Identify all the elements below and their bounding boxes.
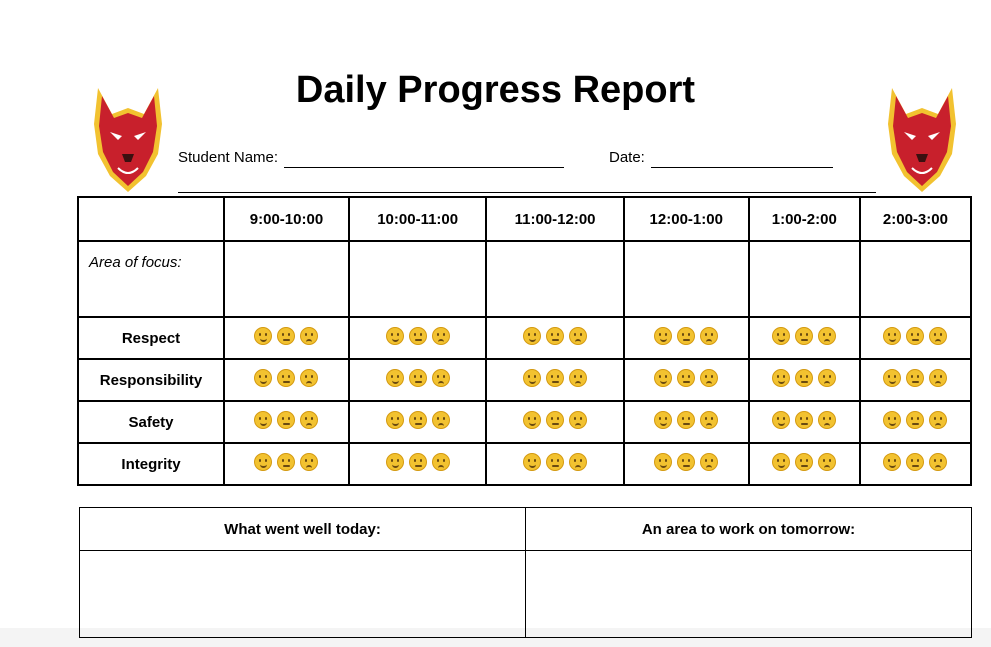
reflection-body-row bbox=[80, 551, 972, 638]
rating-cell bbox=[860, 443, 971, 485]
time-slot-header: 9:00-10:00 bbox=[224, 197, 349, 241]
frowning-face-icon[interactable] bbox=[929, 327, 947, 345]
behavior-row bbox=[78, 359, 971, 401]
smiling-face-icon[interactable] bbox=[883, 453, 901, 471]
rating-faces bbox=[386, 369, 450, 387]
frowning-face-icon[interactable] bbox=[300, 453, 318, 471]
rating-cell bbox=[224, 443, 349, 485]
rating-faces bbox=[386, 411, 450, 429]
rating-cell bbox=[224, 359, 349, 401]
rating-cell bbox=[749, 443, 860, 485]
smiling-face-icon[interactable] bbox=[254, 327, 272, 345]
neutral-face-icon[interactable] bbox=[906, 327, 924, 345]
rating-faces bbox=[254, 327, 318, 345]
rating-faces bbox=[386, 453, 450, 471]
smiling-face-icon[interactable] bbox=[254, 453, 272, 471]
smiling-face-icon[interactable] bbox=[523, 327, 541, 345]
time-slot-header: 10:00-11:00 bbox=[349, 197, 486, 241]
frowning-face-icon[interactable] bbox=[300, 411, 318, 429]
frowning-face-icon[interactable] bbox=[929, 453, 947, 471]
frowning-face-icon[interactable] bbox=[818, 327, 836, 345]
rating-faces bbox=[654, 453, 718, 471]
reflection-header-row bbox=[80, 508, 972, 551]
neutral-face-icon[interactable] bbox=[409, 369, 427, 387]
rating-faces bbox=[654, 369, 718, 387]
student-name-input[interactable] bbox=[284, 151, 564, 168]
smiling-face-icon[interactable] bbox=[772, 453, 790, 471]
date-input[interactable] bbox=[651, 151, 833, 168]
frowning-face-icon[interactable] bbox=[569, 369, 587, 387]
neutral-face-icon[interactable] bbox=[409, 453, 427, 471]
neutral-face-icon[interactable] bbox=[677, 453, 695, 471]
rating-cell bbox=[349, 359, 486, 401]
rating-faces bbox=[883, 411, 947, 429]
rating-faces bbox=[772, 453, 836, 471]
area-of-focus-cell[interactable] bbox=[860, 241, 971, 317]
frowning-face-icon[interactable] bbox=[432, 369, 450, 387]
area-of-focus-cell[interactable] bbox=[224, 241, 349, 317]
smiling-face-icon[interactable] bbox=[254, 369, 272, 387]
time-slot-header: 11:00-12:00 bbox=[486, 197, 623, 241]
behavior-row bbox=[78, 401, 971, 443]
rating-faces bbox=[254, 453, 318, 471]
rating-cell bbox=[749, 401, 860, 443]
rating-faces bbox=[654, 411, 718, 429]
frowning-face-icon[interactable] bbox=[700, 453, 718, 471]
neutral-face-icon[interactable] bbox=[409, 327, 427, 345]
rating-cell bbox=[624, 401, 749, 443]
frowning-face-icon[interactable] bbox=[569, 453, 587, 471]
neutral-face-icon[interactable] bbox=[677, 369, 695, 387]
behavior-row bbox=[78, 317, 971, 359]
rating-faces bbox=[772, 369, 836, 387]
area-of-focus-cell[interactable] bbox=[624, 241, 749, 317]
frowning-face-icon[interactable] bbox=[432, 453, 450, 471]
neutral-face-icon[interactable] bbox=[795, 411, 813, 429]
frowning-face-icon[interactable] bbox=[569, 327, 587, 345]
time-slot-header: 2:00-3:00 bbox=[860, 197, 971, 241]
smiling-face-icon[interactable] bbox=[883, 369, 901, 387]
header-divider bbox=[178, 192, 876, 193]
frowning-face-icon[interactable] bbox=[700, 369, 718, 387]
neutral-face-icon[interactable] bbox=[546, 327, 564, 345]
frowning-face-icon[interactable] bbox=[818, 453, 836, 471]
went-well-box[interactable] bbox=[80, 551, 526, 638]
frowning-face-icon[interactable] bbox=[929, 369, 947, 387]
neutral-face-icon[interactable] bbox=[546, 369, 564, 387]
area-of-focus-cell[interactable] bbox=[349, 241, 486, 317]
neutral-face-icon[interactable] bbox=[277, 411, 295, 429]
went-well-header: What went well today: bbox=[80, 508, 526, 551]
behavior-label: Integrity bbox=[78, 443, 224, 485]
smiling-face-icon[interactable] bbox=[523, 453, 541, 471]
smiling-face-icon[interactable] bbox=[386, 411, 404, 429]
neutral-face-icon[interactable] bbox=[906, 369, 924, 387]
neutral-face-icon[interactable] bbox=[277, 327, 295, 345]
date-field bbox=[609, 148, 833, 168]
neutral-face-icon[interactable] bbox=[795, 369, 813, 387]
rating-faces bbox=[523, 411, 587, 429]
neutral-face-icon[interactable] bbox=[409, 411, 427, 429]
wolf-mascot-icon bbox=[882, 84, 962, 196]
work-on-header: An area to work on tomorrow: bbox=[526, 508, 972, 551]
neutral-face-icon[interactable] bbox=[795, 327, 813, 345]
smiling-face-icon[interactable] bbox=[772, 327, 790, 345]
smiling-face-icon[interactable] bbox=[386, 327, 404, 345]
neutral-face-icon[interactable] bbox=[277, 453, 295, 471]
smiling-face-icon[interactable] bbox=[386, 453, 404, 471]
frowning-face-icon[interactable] bbox=[432, 411, 450, 429]
rating-faces bbox=[772, 327, 836, 345]
area-of-focus-row bbox=[78, 241, 971, 317]
rating-faces bbox=[254, 411, 318, 429]
frowning-face-icon[interactable] bbox=[300, 327, 318, 345]
rating-faces bbox=[772, 411, 836, 429]
time-header-row bbox=[78, 197, 971, 241]
date-label: Date: bbox=[609, 149, 645, 166]
frowning-face-icon[interactable] bbox=[818, 369, 836, 387]
rating-cell bbox=[349, 317, 486, 359]
smiling-face-icon[interactable] bbox=[523, 411, 541, 429]
rating-cell bbox=[349, 443, 486, 485]
smiling-face-icon[interactable] bbox=[386, 369, 404, 387]
smiling-face-icon[interactable] bbox=[254, 411, 272, 429]
behavior-label: Safety bbox=[78, 401, 224, 443]
frowning-face-icon[interactable] bbox=[700, 327, 718, 345]
page-title: Daily Progress Report bbox=[295, 69, 696, 111]
rating-faces bbox=[386, 327, 450, 345]
rating-cell bbox=[224, 317, 349, 359]
rating-cell bbox=[860, 401, 971, 443]
area-of-focus-cell[interactable] bbox=[749, 241, 860, 317]
work-on-box[interactable] bbox=[526, 551, 972, 638]
smiling-face-icon[interactable] bbox=[654, 453, 672, 471]
neutral-face-icon[interactable] bbox=[677, 327, 695, 345]
rating-cell bbox=[486, 443, 623, 485]
frowning-face-icon[interactable] bbox=[300, 369, 318, 387]
neutral-face-icon[interactable] bbox=[546, 453, 564, 471]
smiling-face-icon[interactable] bbox=[883, 411, 901, 429]
frowning-face-icon[interactable] bbox=[569, 411, 587, 429]
frowning-face-icon[interactable] bbox=[700, 411, 718, 429]
neutral-face-icon[interactable] bbox=[677, 411, 695, 429]
rating-cell bbox=[860, 359, 971, 401]
rating-cell bbox=[486, 401, 623, 443]
frowning-face-icon[interactable] bbox=[929, 411, 947, 429]
neutral-face-icon[interactable] bbox=[906, 411, 924, 429]
frowning-face-icon[interactable] bbox=[432, 327, 450, 345]
smiling-face-icon[interactable] bbox=[772, 411, 790, 429]
rating-cell bbox=[486, 359, 623, 401]
behavior-label: Responsibility bbox=[78, 359, 224, 401]
rating-cell bbox=[624, 359, 749, 401]
rating-cell bbox=[486, 317, 623, 359]
rating-faces bbox=[883, 327, 947, 345]
neutral-face-icon[interactable] bbox=[546, 411, 564, 429]
smiling-face-icon[interactable] bbox=[772, 369, 790, 387]
rating-cell bbox=[624, 443, 749, 485]
behavior-row bbox=[78, 443, 971, 485]
time-slot-header: 12:00-1:00 bbox=[624, 197, 749, 241]
neutral-face-icon[interactable] bbox=[906, 453, 924, 471]
student-name-field bbox=[178, 148, 564, 168]
smiling-face-icon[interactable] bbox=[654, 411, 672, 429]
rating-cell bbox=[349, 401, 486, 443]
neutral-face-icon[interactable] bbox=[277, 369, 295, 387]
progress-table bbox=[77, 196, 972, 486]
smiling-face-icon[interactable] bbox=[654, 369, 672, 387]
rating-faces bbox=[254, 369, 318, 387]
rating-faces bbox=[883, 369, 947, 387]
rating-faces bbox=[523, 453, 587, 471]
rating-cell bbox=[749, 359, 860, 401]
area-of-focus-label: Area of focus: bbox=[78, 241, 224, 317]
smiling-face-icon[interactable] bbox=[883, 327, 901, 345]
smiling-face-icon[interactable] bbox=[654, 327, 672, 345]
behavior-label: Respect bbox=[78, 317, 224, 359]
rating-cell bbox=[224, 401, 349, 443]
rating-cell bbox=[624, 317, 749, 359]
frowning-face-icon[interactable] bbox=[818, 411, 836, 429]
rating-cell bbox=[749, 317, 860, 359]
smiling-face-icon[interactable] bbox=[523, 369, 541, 387]
rating-faces bbox=[883, 453, 947, 471]
area-of-focus-cell[interactable] bbox=[486, 241, 623, 317]
rating-faces bbox=[523, 369, 587, 387]
rating-faces bbox=[523, 327, 587, 345]
student-name-label: Student Name: bbox=[178, 149, 279, 166]
corner-cell bbox=[78, 197, 224, 241]
neutral-face-icon[interactable] bbox=[795, 453, 813, 471]
time-slot-header: 1:00-2:00 bbox=[749, 197, 860, 241]
rating-cell bbox=[860, 317, 971, 359]
rating-faces bbox=[654, 327, 718, 345]
reflection-table bbox=[79, 507, 972, 638]
